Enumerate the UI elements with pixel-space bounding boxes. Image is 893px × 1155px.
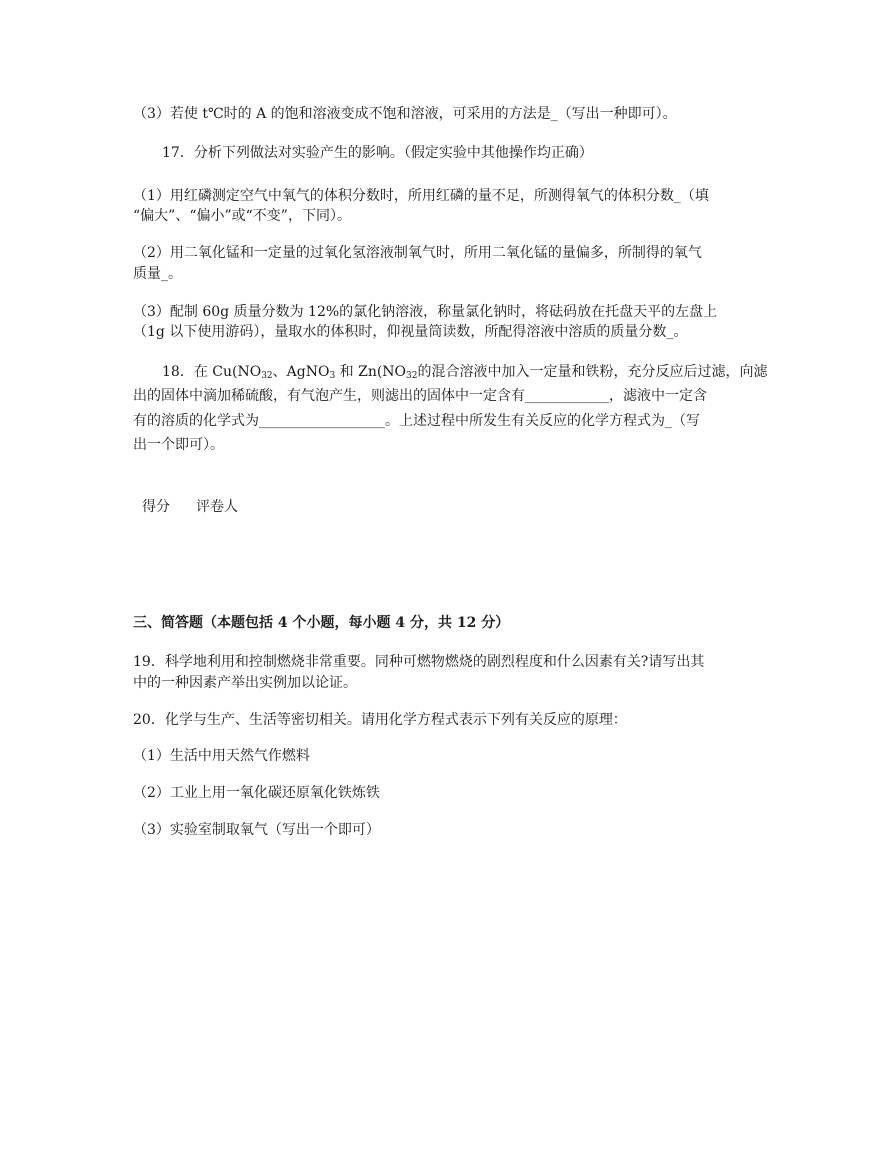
q20-stem: 20．化学与生产、生活等密切相关。请用化学方程式表示下列有关反应的原理： [133, 712, 627, 728]
q17-part2-line1: （2）用二氧化锰和一定量的过氧化氢溶液制氧气时，所用二氧化锰的量偏多，所制得的氧气 [133, 245, 702, 261]
q20-part1: （1）生活中用天然气作燃料 [133, 748, 310, 764]
score-label: 得分 [142, 499, 170, 515]
grader-label: 评卷人 [196, 499, 238, 515]
q16-part3: （3）若使 t℃时的 A 的饱和溶液变成不饱和溶液，可采用的方法是_（写出一种即可）。 [133, 106, 677, 122]
q19-line1: 19．科学地利用和控制燃烧非常重要。同种可燃物燃烧的剧烈程度和什么因素有关?请写出其 [133, 654, 705, 670]
q18-line2: 出的固体中滴加稀硫酸，有气泡产生，则滤出的固体中一定含有____________，滤液中一定含 [133, 388, 707, 404]
q20-part2: （2）工业上用一氧化碳还原氧化铁炼铁 [133, 785, 380, 801]
q18-sub-2: 3 [329, 371, 336, 381]
q18-sub-1: 32 [261, 371, 273, 381]
q18-sub-3: 32 [406, 371, 418, 381]
q18-text-d: 的混合溶液中加入一定量和铁粉，充分反应后过滤，向滤 [417, 364, 768, 380]
q17-part3-line1: （3）配制 60g 质量分数为 12%的氯化钠溶液，称量氯化钠时，将砝码放在托盘天平的左盘上 [133, 304, 718, 320]
q17-part1-line2: “偏大”、“偏小”或“不变”，下同）。 [133, 208, 351, 224]
q17-part3-line2: （1g 以下使用游码），量取水的体积时，仰视量筒读数，所配得溶液中溶质的质量分数_。 [133, 324, 688, 340]
q18-line4: 出一个即可）。 [133, 437, 224, 453]
q20-part3: （3）实验室制取氧气（写出一个即可） [133, 822, 380, 838]
q18-text-a: 18．在 Cu(NO [162, 364, 262, 380]
q18-line1 [162, 362, 767, 386]
q17-stem: 17．分析下列做法对实验产生的影响。（假定实验中其他操作均正确） [162, 145, 593, 161]
q18-text-b: 、AgNO [272, 364, 330, 380]
q18-text-c: 和 Zn(NO [335, 364, 407, 380]
q17-part1-line1: （1）用红磷测定空气中氧气的体积分数时，所用红磷的量不足，所测得氧气的体积分数_（填 [133, 188, 709, 204]
score-box [142, 497, 238, 517]
q18-line3: 有的溶质的化学式为__________________。上述过程中所发生有关反应的化学方程式为_（写 [133, 413, 700, 429]
q17-part2-line2: 质量_。 [133, 266, 182, 282]
q19-line2: 中的一种因素产举出实例加以论证。 [133, 675, 357, 691]
section3-heading: 三、简答题（本题包括 4 个小题，每小题 4 分，共 12 分） [133, 615, 510, 631]
